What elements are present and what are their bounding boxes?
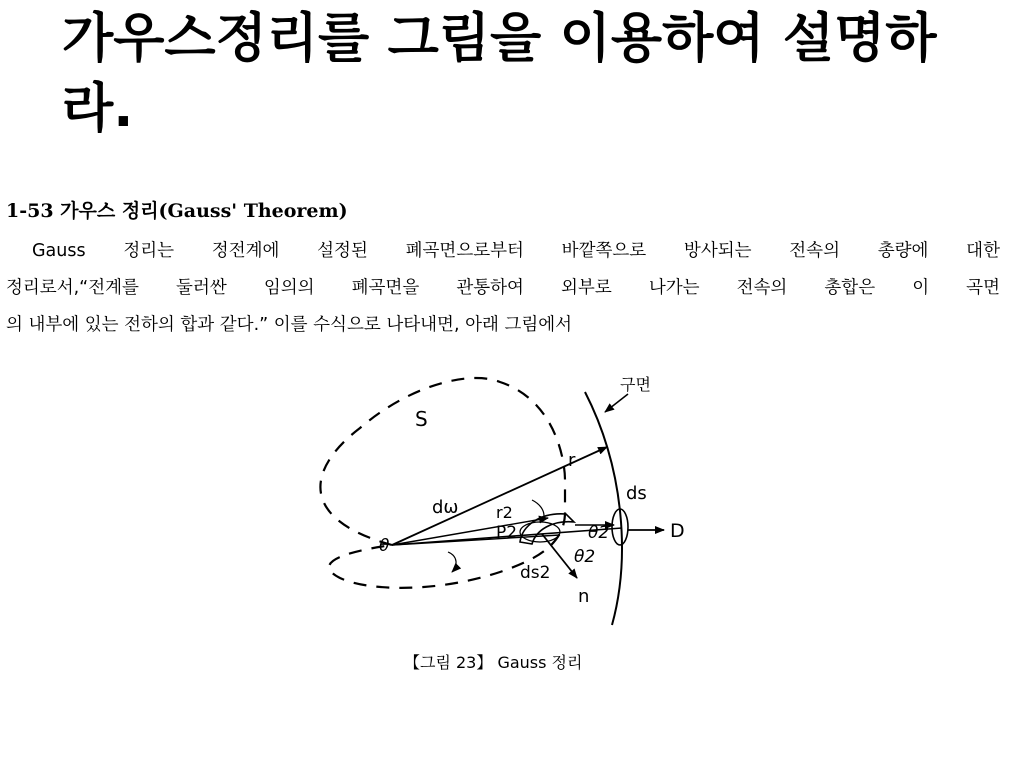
label-theta2-a: θ2 xyxy=(588,523,610,543)
label-ds: ds xyxy=(626,483,647,504)
paragraph-line-2: 정리로서,“전계를 둘러싼 임의의 폐곡면을 관통하여 외부로 나가는 전속의 총합은 이 곡면 xyxy=(6,278,1000,298)
label-r2: r2 xyxy=(496,503,513,522)
gauss-diagram xyxy=(300,366,730,646)
paragraph-line-3: 의 내부에 있는 전하의 합과 같다.” 이를 수식으로 나타내면, 아래 그림에서 xyxy=(6,315,573,335)
label-d: D xyxy=(670,520,685,542)
paragraph-line-1: Gauss 정리는 정전계에 설정된 폐곡면으로부터 바깥쪽으로 방사되는 전속의 총량에 대한 xyxy=(32,241,1000,261)
label-sphere: 구면 xyxy=(620,375,651,394)
angle-arc xyxy=(448,552,456,572)
sphere-pointer-arrow xyxy=(605,394,628,412)
label-theta2-b: θ2 xyxy=(574,547,596,567)
slide-title: 가우스정리를 그림을 이용하여 설명하라. xyxy=(62,8,937,139)
label-s: S xyxy=(415,407,428,431)
r2-arc xyxy=(532,500,544,516)
label-r: r xyxy=(568,450,576,471)
label-origin: θ xyxy=(379,536,390,556)
label-p2: P2 xyxy=(496,523,518,543)
label-n: n xyxy=(578,586,590,607)
figure-caption: 【그림 23】 Gauss 정리 xyxy=(404,653,583,672)
section-heading: 1-53 가우스 정리(Gauss' Theorem) xyxy=(6,200,348,222)
sphere-arc xyxy=(585,392,622,625)
label-ds2: ds2 xyxy=(520,563,551,583)
label-d-omega: dω xyxy=(432,497,459,518)
